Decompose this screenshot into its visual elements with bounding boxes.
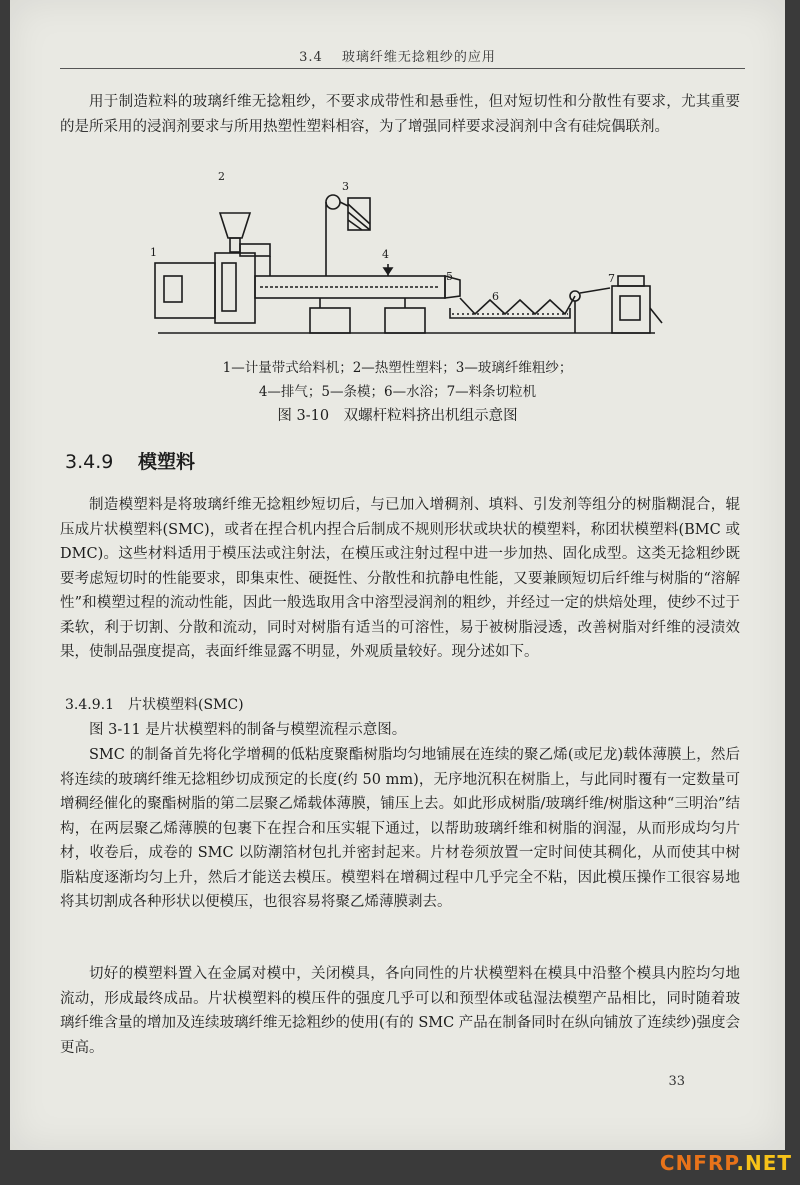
header-rule [60,68,745,69]
section-heading [65,447,195,474]
header-section-number: 3.4 [299,50,323,65]
subsection-paragraph-2: SMC 的制备首先将化学增稠的低粘度聚酯树脂均匀地铺展在连续的聚乙烯(或尼龙)载体薄膜上，然后将连续的玻璃纤维无捻粗纱切成预定的长度(约 50 mm)，无序地沉积在树脂上，与此同时覆有一定数量可增稠经催化的聚酯树脂的第二层聚乙烯载体薄膜，铺压上去。如此形成树脂/玻璃纤维/树脂这种“三明治”结构，在两层聚乙烯薄膜的包裹下在捏合和压实辊下通过，以帮助玻璃纤维和树脂的润湿，从而形成均匀片材，收卷后，成卷的 SMC 以防潮箔材包扎并密封起来。片材卷须放置一定时间使其稠化，从而使其中树脂粘度逐渐均匀上升，然后才能送去模压。模塑料在增稠过程中几乎完全不粘，因此模压操作工很容易地将其切割成各种形状以便模压，也很容易将聚乙烯薄膜剥去。 [60,747,740,910]
extruder-diagram [150,168,670,358]
label-6: 6 [492,290,499,303]
section-title: 模塑料 [137,451,195,473]
support-1 [310,308,350,333]
label-3: 3 [342,180,349,193]
page-number: 33 [668,1074,685,1089]
section-paragraph: 制造模塑料是将玻璃纤维无捻粗纱短切后，与已加入增稠剂、填料、引发剂等组分的树脂糊混合，辊压成片状模塑料(SMC)，或者在捏合机内捏合后制成不规则形状或块状的模塑料，称团状模塑料(BMC 或 DMC)。这些材料适用于模压法或注射法，在模压或注射过程中进一步加热、固化成型。这类无捻粗纱既要考虑短切时的性能要求，即集束性、硬挺性、分散性和抗静电性能，又要兼顾短切后纤维与树脂的“溶解性”和模塑过程的流动性能，因此一般选取用含中溶型浸润剂的粗纱，并经过一定的烘焙处理，使纱不过于柔软，利于切割、分散和流动，同时对树脂有适当的可溶性，易于被树脂浸透，改善树脂对纤维的浸渍效果，使制品强度提高，表面纤维显露不明显，外观质量较好。现分述如下。 [60,497,740,660]
label-1: 1 [150,246,157,259]
label-4: 4 [382,248,389,261]
hopper [220,213,250,238]
subsection-paragraph-1: 图 3-11 是片状模塑料的制备与模塑流程示意图。 [89,722,407,738]
strand-path [460,296,575,314]
site-watermark [660,1151,792,1175]
figure-legend-line1: 1—计量带式给料机；2—热塑性塑料；3—玻璃纤维粗纱； [222,360,573,376]
label-5: 5 [446,270,453,283]
running-header [10,46,785,65]
pelletizer [612,286,650,333]
label-2: 2 [218,170,225,183]
figure-legend-line2: 4—排气；5—条模；6—水浴；7—料条切粒机 [258,384,537,400]
subsection-heading: 3.4.9.1 片状模塑料(SMC) [65,697,244,713]
roving-pulley [326,195,340,209]
support-2 [385,308,425,333]
section-number: 3.4.9 [65,451,114,473]
label-7: 7 [608,272,615,285]
intro-paragraph: 用于制造粒料的玻璃纤维无捻粗纱，不要求成带性和悬垂性，但对短切性和分散性有要求，尤其重要的是所采用的浸润剂要求与所用热塑性塑料相容，为了增强同样要求浸润剂中含有硅烷偶联剂。 [60,94,740,135]
subsection-paragraph-3: 切好的模塑料置入在金属对模中，关闭模具，各向同性的片状模塑料在模具中沿整个模具内腔均匀地流动，形成最终成品。片状模塑料的模压件的强度几乎可以和预型体或毡湿法模塑产品相比，同时随着玻璃纤维含量的增加及连续玻璃纤维无捻粗纱的使用(有的 SMC 产品在制备同时在纵向铺放了连续纱)强度会更高。 [60,966,740,1056]
watermark-part2: .NET [736,1151,792,1175]
figure-title: 图 3-10 双螺杆粒料挤出机组示意图 [277,408,518,424]
watermark-part1: CNFRP [659,1151,737,1175]
book-page [10,0,785,1150]
header-title: 玻璃纤维无捻粗纱的应用 [341,50,496,65]
